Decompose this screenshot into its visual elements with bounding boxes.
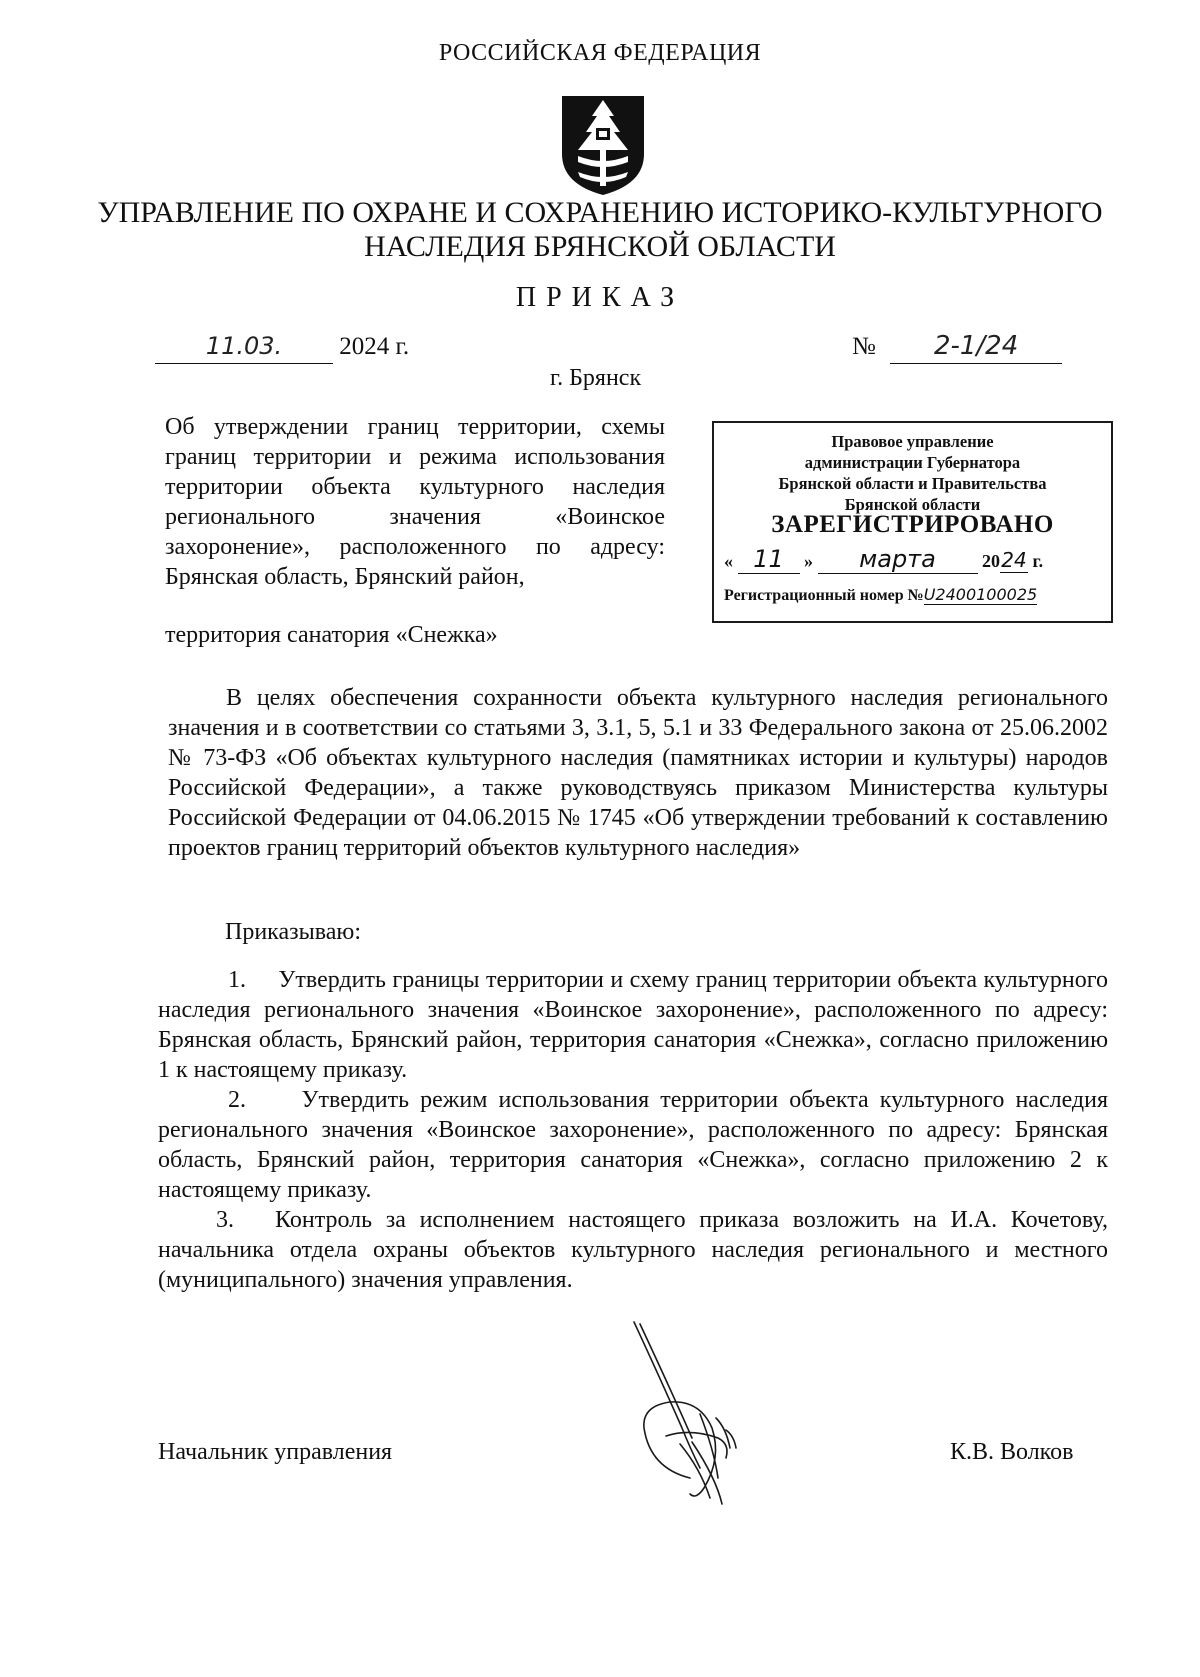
stamp-month: марта (818, 545, 978, 574)
city: г. Брянск (550, 365, 642, 391)
order-item-3: 3. Контроль за исполнением настоящего приказа возложить на И.А. Кочетову, начальника отдела охраны объектов культурного наследия регионального и местного (муниципального) значения управления. (158, 1207, 1108, 1293)
stamp-reg-label: Регистрационный номер № (724, 587, 924, 604)
agency-name (60, 196, 1140, 264)
preamble-text: В целях обеспечения сохранности объекта культурного наследия регионального значения и в соответствии со статьями 3, 3.1, 5, 5.1 и 33 Федерального закона от 25.06.2002 № 73-ФЗ «Об объектах культурного наследия (памятниках истории и культуры) народов Российской Федерации», а также руководствуясь приказом Министерства культуры Российской Федерации от 04.06.2015 № 1745 «Об утверждении требований к составлению проектов границ территорий объектов культурного наследия» (168, 685, 1108, 861)
stamp-line3: Брянской области и Правительства (778, 474, 1047, 493)
order-item-1: 1. Утвердить границы территории и схему границ территории объекта культурного наследия регионального значения «Воинское захоронение», расположенного по адресу: Брянская область, Брянский район, территория санатория «Снежка», согласно приложению 1 к настоящему приказу. (158, 967, 1108, 1083)
country-heading: РОССИЙСКАЯ ФЕДЕРАЦИЯ (438, 40, 762, 66)
subject-last-line: территория санатория «Снежка» (165, 622, 498, 648)
preamble-paragraph (168, 683, 1108, 863)
stamp-year-suffix: г. (1032, 551, 1044, 571)
stamp-registered: ЗАРЕГИСТРИРОВАНО (771, 511, 1054, 538)
order-item-2: 2. Утвердить режим использования территории объекта культурного наследия регионального значения «Воинское захоронение», расположенного по адресу: Брянская область, Брянский район, территория санатория «Снежка», согласно приложению 2 к настоящему приказу. (158, 1087, 1108, 1203)
number-prefix: № (852, 333, 876, 360)
coat-of-arms-icon (556, 92, 650, 198)
signer-name: К.В. Волков (950, 1439, 1074, 1465)
stamp-line2: администрации Губернатора (804, 453, 1021, 472)
handwritten-number: 2-1/24 (890, 333, 1062, 364)
stamp-line4: Брянской области (844, 495, 981, 514)
order-items (158, 965, 1108, 1295)
subject-text: Об утверждении границ территории, схемы границ территории и режима использования территории объекта культурного наследия регионального значения «Воинское захоронение», расположенного по адресу: Брянская область, Брянский район, (165, 414, 665, 590)
stamp-line1: Правовое управление (831, 432, 994, 451)
stamp-day: 11 (738, 545, 800, 574)
stamp-quote-open: « (724, 551, 733, 571)
agency-name-line1: УПРАВЛЕНИЕ ПО ОХРАНЕ И СОХРАНЕНИЮ ИСТОРИКО-КУЛЬТУРНОГО (97, 196, 1103, 229)
stamp-reg-value: U2400100025 (923, 585, 1038, 604)
stamp-year: 24 (1001, 548, 1027, 572)
document-type: ПРИКАЗ (515, 282, 685, 313)
date-year: 2024 г. (339, 333, 410, 360)
handwritten-signature-icon (630, 1318, 780, 1508)
order-word: Приказываю: (225, 919, 361, 945)
stamp-reg-number (724, 585, 1109, 605)
stamp-quote-close: » (804, 551, 813, 571)
number-line (852, 333, 1062, 364)
handwritten-date: 11.03. (155, 333, 333, 364)
stamp-date (724, 545, 1104, 574)
agency-name-line2: НАСЛЕДИЯ БРЯНСКОЙ ОБЛАСТИ (364, 230, 836, 263)
stamp-year-prefix: 20 (982, 551, 1000, 571)
registration-stamp (712, 421, 1113, 623)
signer-position: Начальник управления (158, 1439, 393, 1465)
date-line (155, 333, 409, 364)
